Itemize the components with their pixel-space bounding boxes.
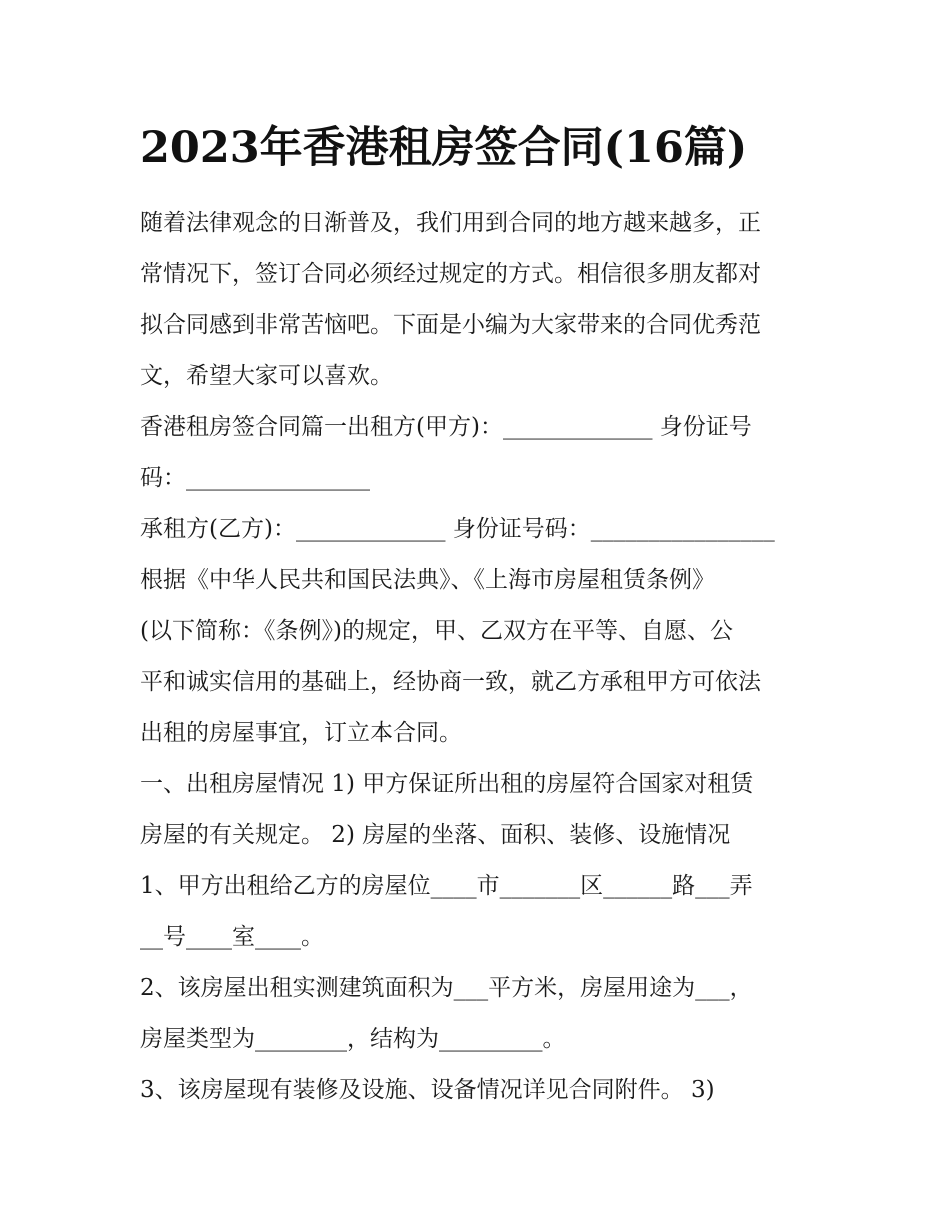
paragraph-line: 文，希望大家可以喜欢。 <box>140 363 393 389</box>
paragraph-line: 2、该房屋出租实测建筑面积为___平方米，房屋用途为___， <box>140 975 753 1001</box>
paragraph-line: 根据《中华人民共和国民法典》、《上海市房屋租赁条例》 <box>140 567 715 593</box>
document-title: 2023年香港租房签合同(16篇) <box>140 123 748 173</box>
paragraph-line: 平和诚实信用的基础上，经协商一致，就乙方承租甲方可依法 <box>140 669 761 695</box>
paragraph-line: 一、出租房屋情况 1) 甲方保证所出租的房屋符合国家对租赁 <box>140 771 754 797</box>
paragraph-line: __号____室____。 <box>140 924 324 950</box>
paragraph-line: 承租方(乙方)：_____________ 身份证号码：________________ <box>140 516 775 542</box>
paragraph-line: 1、甲方出租给乙方的房屋位____市_______区______路___弄 <box>140 873 753 899</box>
paragraph-line: (以下简称：《条例》)的规定，甲、乙双方在平等、自愿、公 <box>140 618 733 644</box>
document-body <box>140 198 820 1116</box>
paragraph-line: 3、该房屋现有装修及设施、设备情况详见合同附件。 3) <box>140 1077 715 1103</box>
paragraph-line: 出租的房屋事宜，订立本合同。 <box>140 720 462 746</box>
paragraph-line: 香港租房签合同篇一出租方(甲方)：_____________ 身份证号 <box>140 414 752 440</box>
paragraph-line: 房屋的有关规定。 2) 房屋的坐落、面积、装修、设施情况 <box>140 822 731 848</box>
paragraph-line: 随着法律观念的日渐普及，我们用到合同的地方越来越多，正 <box>140 210 761 236</box>
paragraph-line: 常情况下，签订合同必须经过规定的方式。相信很多朋友都对 <box>140 261 761 287</box>
paragraph-line: 码：________________ <box>140 465 370 491</box>
paragraph-line: 拟合同感到非常苦恼吧。下面是小编为大家带来的合同优秀范 <box>140 312 761 338</box>
paragraph-line: 房屋类型为________，结构为_________。 <box>140 1026 566 1052</box>
